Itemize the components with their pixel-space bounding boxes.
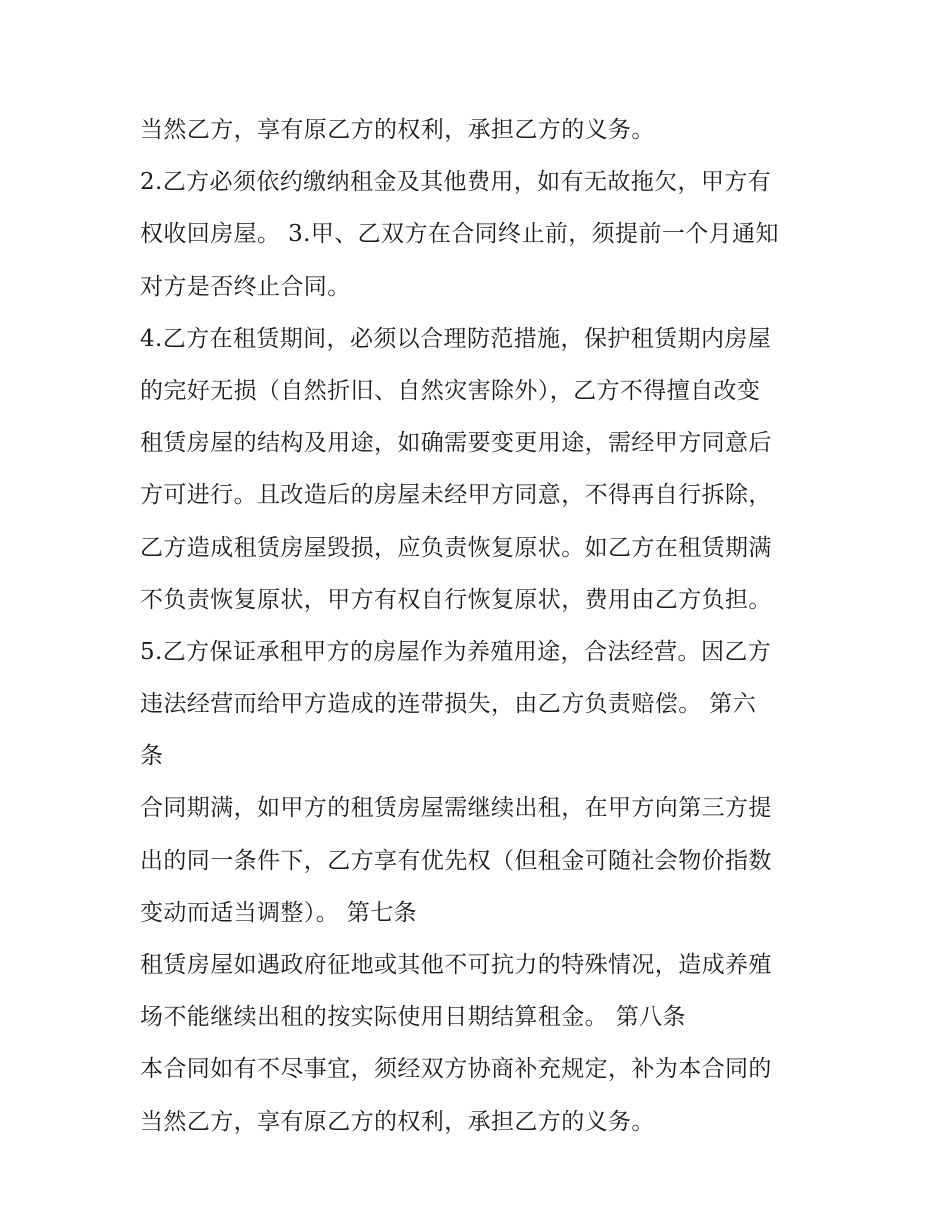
- text-line: 当然乙方，享有原乙方的权利，承担乙方的义务。: [140, 117, 655, 143]
- text-line: 出的同一条件下，乙方享有优先权（但租金可随社会物价指数: [140, 847, 772, 874]
- text-line: 不负责恢复原状，甲方有权自行恢复原状，费用由乙方负担。: [140, 586, 772, 613]
- text-line: 违法经营而给甲方造成的连带损失，由乙方负责赔偿。 第六: [140, 691, 757, 718]
- text-line: 方可进行。且改造后的房屋未经甲方同意，不得再自行拆除，: [140, 482, 772, 509]
- text-line: 2.乙方必须依约缴纳租金及其他费用，如有无故拖欠，甲方有: [140, 169, 772, 196]
- text-line: 乙方造成租赁房屋毁损，应负责恢复原状。如乙方在租赁期满: [140, 534, 772, 561]
- text-line: 场不能继续出租的按实际使用日期结算租金。 第八条: [140, 1004, 686, 1031]
- text-line: 条: [140, 743, 164, 770]
- text-line: 4.乙方在租赁期间，必须以合理防范措施，保护租赁期内房屋: [140, 325, 772, 352]
- text-line: 租赁房屋如遇政府征地或其他不可抗力的特殊情况，造成养殖: [140, 952, 772, 978]
- text-line: 当然乙方，享有原乙方的权利，承担乙方的义务。: [140, 1108, 655, 1135]
- contract-text-body: [140, 110, 820, 1154]
- text-line: 变动而适当调整）。 第七条: [140, 899, 418, 926]
- text-line: 5.乙方保证承租甲方的房屋作为养殖用途，合法经营。因乙方: [140, 638, 772, 665]
- text-line: 本合同如有不尽事宜，须经双方协商补充规定，补为本合同的: [140, 1056, 772, 1083]
- text-line: 的完好无损（自然折旧、自然灾害除外），乙方不得擅自改变: [140, 377, 761, 404]
- text-line: 合同期满，如甲方的租赁房屋需继续出租，在甲方向第三方提: [140, 795, 772, 822]
- text-line: 租赁房屋的结构及用途，如确需要变更用途，需经甲方同意后: [140, 430, 772, 457]
- text-line: 权收回房屋。 3.甲、乙双方在合同终止前，须提前一个月通知: [140, 221, 779, 248]
- text-line: 对方是否终止合同。: [140, 273, 351, 300]
